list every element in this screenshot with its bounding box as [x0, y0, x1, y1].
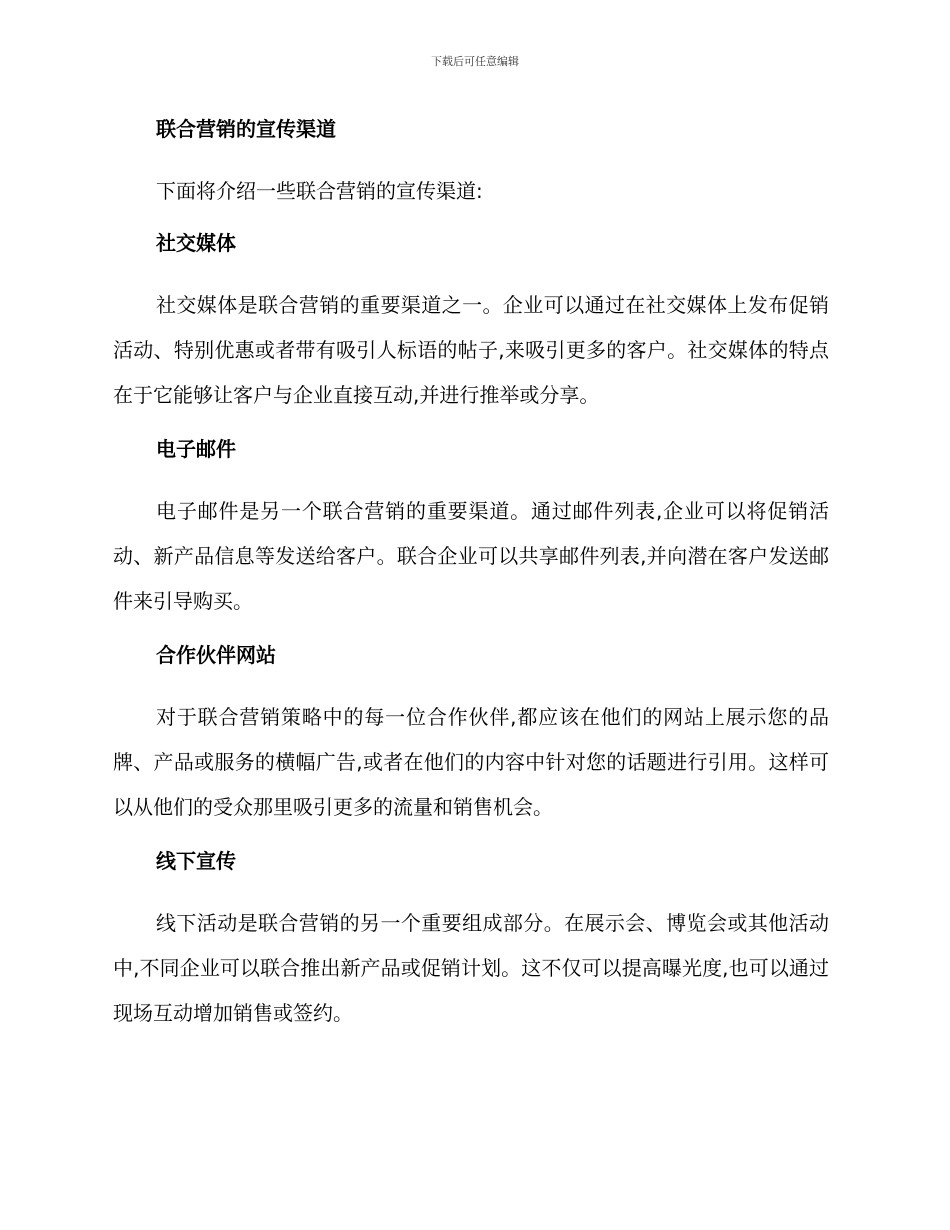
section-social-media — [113, 226, 829, 418]
section-paragraph: 电子邮件是另一个联合营销的重要渠道。通过邮件列表,企业可以将促销活动、新产品信息等发送给客户。联合企业可以共享邮件列表,并向潜在客户发送邮件来引导购买。 — [113, 499, 829, 613]
section-offline-promotion — [113, 844, 829, 1036]
section-heading: 电子邮件 — [156, 437, 236, 461]
section-heading: 线下宣传 — [156, 849, 236, 873]
section-partner-websites — [113, 638, 829, 830]
section-paragraph: 线下活动是联合营销的另一个重要组成部分。在展示会、博览会或其他活动中,不同企业可以联合推出新产品或促销计划。这不仅可以提高曝光度,也可以通过现场互动增加销售或签约。 — [113, 911, 829, 1025]
section-paragraph: 社交媒体是联合营销的重要渠道之一。企业可以通过在社交媒体上发布促销活动、特别优惠或者带有吸引人标语的帖子,来吸引更多的客户。社交媒体的特点在于它能够让客户与企业直接互动,并进行推举或分享。 — [113, 293, 829, 407]
section-heading: 合作伙伴网站 — [156, 643, 276, 667]
section-heading: 社交媒体 — [156, 231, 236, 255]
section-email — [113, 432, 829, 624]
intro-paragraph: 下面将介绍一些联合营销的宣传渠道: — [156, 179, 483, 203]
section-paragraph: 对于联合营销策略中的每一位合作伙伴,都应该在他们的网站上展示您的品牌、产品或服务的横幅广告,或者在他们的内容中针对您的话题进行引用。这样可以从他们的受众那里吸引更多的流量和销售机会。 — [113, 705, 829, 819]
document-body — [113, 112, 829, 1050]
page-header-note: 下载后可任意编辑 — [431, 55, 519, 68]
document-title: 联合营销的宣传渠道 — [156, 117, 336, 141]
